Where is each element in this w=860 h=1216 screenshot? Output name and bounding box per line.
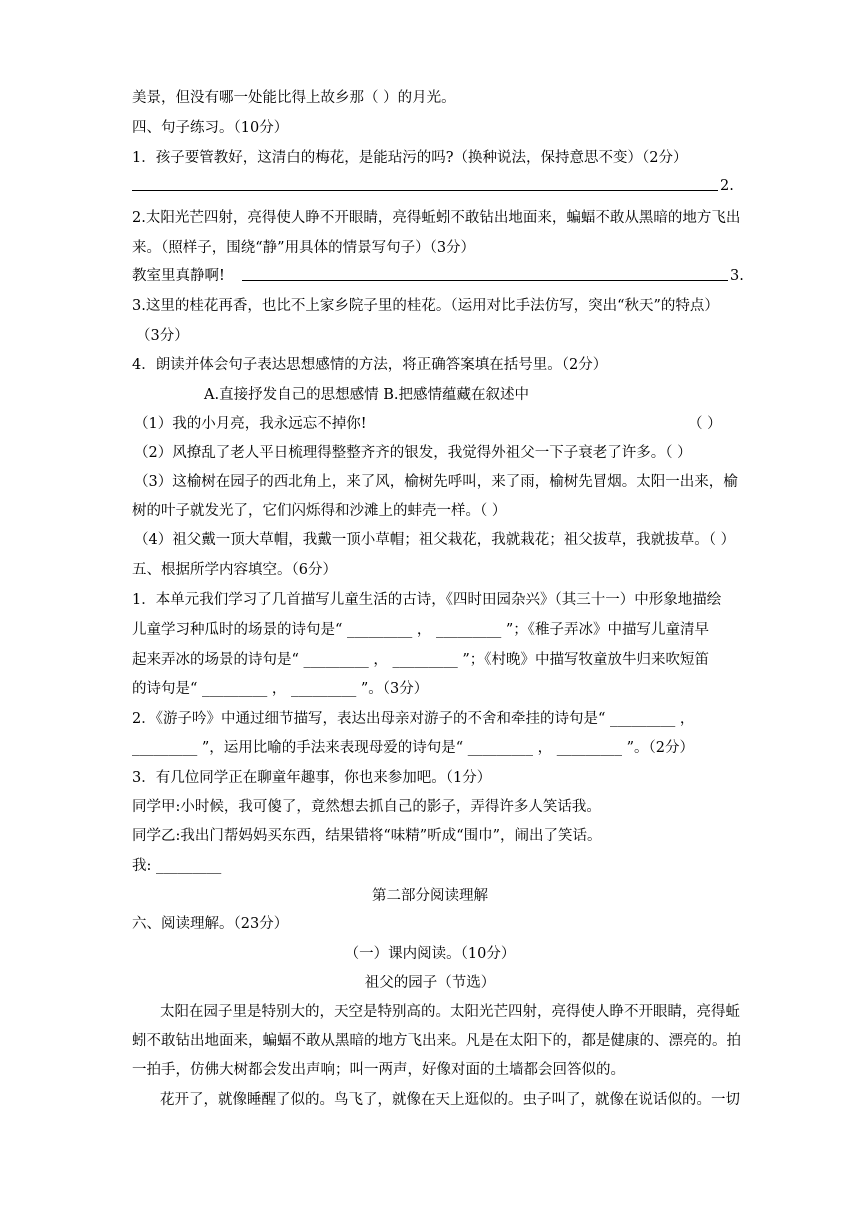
question-4-4-item3-line1: （3）这榆树在园子的西北角上，来了风，榆树先呼叫，来了雨，榆树先冒烟。太阳一出来，榆 <box>134 474 738 490</box>
question-4-3-line1: 3.这里的桂花再香，也比不上家乡院子里的桂花。（运用对比手法仿写，突出“秋天”的特点） <box>132 298 719 314</box>
question-4-4-options: A.直接抒发自己的思想感情 B.把感情蕴藏在叙述中 <box>204 387 529 403</box>
section-five-heading: 五、根据所学内容填空。（6分） <box>132 562 337 578</box>
question-4-4-item2: （2）风撩乱了老人平日梳理得整整齐齐的银发，我觉得外祖父一下子衰老了许多。（ ） <box>134 445 692 461</box>
question-4-4-item4: （4）祖父戴一顶大草帽，我戴一顶小草帽；祖父栽花，我就栽花；祖父拔草，我就拔草。（ ） <box>134 532 736 548</box>
question-5-3-student-b: 同学乙:我出门帮妈妈买东西，结果错将“味精”听成“围巾”，闹出了笑话。 <box>132 828 602 844</box>
question-4-4-item3-line2: 树的叶子就发光了，它们闪烁得和沙滩上的蚌壳一样。（ ） <box>132 503 507 519</box>
passage-para2-line1: 花开了，就像睡醒了似的。鸟飞了，就像在天上逛似的。虫子叫了，就像在说话似的。一切 <box>160 1092 740 1108</box>
question-4-4-item1: （1）我的小月亮，我永远忘不掉你! <box>134 416 367 432</box>
question-4-2-line1: 2.太阳光芒四射，亮得使人睁不开眼睛，亮得蚯蚓不敢钻出地面来，蝙蝠不敢从黑暗的地方飞出 <box>132 210 741 226</box>
question-5-3-me: 我: _________ <box>132 858 222 874</box>
question-5-1-line1: 1．本单元我们学习了几首描写儿童生活的古诗，《四时田园杂兴》（其三十一）中形象地描绘 <box>132 592 722 608</box>
question-4-4: 4．朗读并体会句子表达思想感情的方法，将正确答案填在括号里。（2分） <box>132 357 608 373</box>
subsection-one-heading: （一）课内阅读。（10分） <box>344 946 516 962</box>
question-4-1: 1．孩子要管教好，这清白的梅花，是能玷污的吗?（换种说法，保持意思不变）（2分） <box>132 150 688 166</box>
part-two-heading: 第二部分阅读理解 <box>372 888 488 904</box>
question-4-4-item1-bracket[interactable]: （ ） <box>688 416 722 432</box>
question-5-2-line1: 2．《游子吟》中通过细节描写，表达出母亲对游子的不舍和牵挂的诗句是“ _________ ， <box>132 711 695 727</box>
answer-line-4-1[interactable] <box>132 176 718 191</box>
question-5-1-line4: 的诗句是“ _________ ， _________ ”。（3分） <box>132 681 429 697</box>
section-six-heading: 六、阅读理解。（23分） <box>132 916 289 932</box>
passage-para1-line3: 一拍手，仿佛大树都会发出声响；叫一两声，好像对面的土墙都会回答似的。 <box>132 1062 625 1078</box>
answer-line-4-2[interactable] <box>242 266 728 281</box>
question-5-2-line2: _________ ”，运用比喻的手法来表现母爱的诗句是“ _________ ， _________ ”。（2分） <box>132 740 695 756</box>
section-four-heading: 四、句子练习。（10分） <box>132 120 289 136</box>
answer-line-4-1-number: 2. <box>720 178 734 194</box>
passage-title: 祖父的园子（节选） <box>364 975 496 991</box>
passage-para1-line2: 蚓不敢钻出地面来，蝙蝠不敢从黑暗的地方飞出来。凡是在太阳下的，都是健康的、漂亮的。拍 <box>132 1033 741 1049</box>
answer-line-4-2-number: 3. <box>730 268 744 284</box>
question-4-3-line2: （3分） <box>136 328 189 344</box>
question-5-1-line2: 儿童学习种瓜时的场景的诗句是“ _________ ， _________ ”；《稚子弄冰》中描写儿童清早 <box>132 622 710 638</box>
question-4-2-line2: 来。（照样子，围绕“静”用具体的情景写句子）（3分） <box>132 240 476 256</box>
line-answer-prev: 美景，但没有哪一处能比得上故乡那（ ）的月光。 <box>132 90 456 106</box>
question-5-1-line3: 起来弄冰的场景的诗句是“ _________ ， _________ ”；《村晚》中描写牧童放牛归来吹短笛 <box>132 652 710 668</box>
passage-para1-line1: 太阳在园子里是特别大的，天空是特别高的。太阳光芒四射，亮得使人睁不开眼睛，亮得蚯 <box>160 1004 740 1020</box>
question-4-2-prefix: 教室里真静啊! <box>132 268 225 284</box>
question-5-3: 3．有几位同学正在聊童年趣事，你也来参加吧。（1分） <box>132 770 492 786</box>
question-5-3-student-a: 同学甲:小时候，我可傻了，竟然想去抓自己的影子，弄得许多人笑话我。 <box>132 799 601 815</box>
